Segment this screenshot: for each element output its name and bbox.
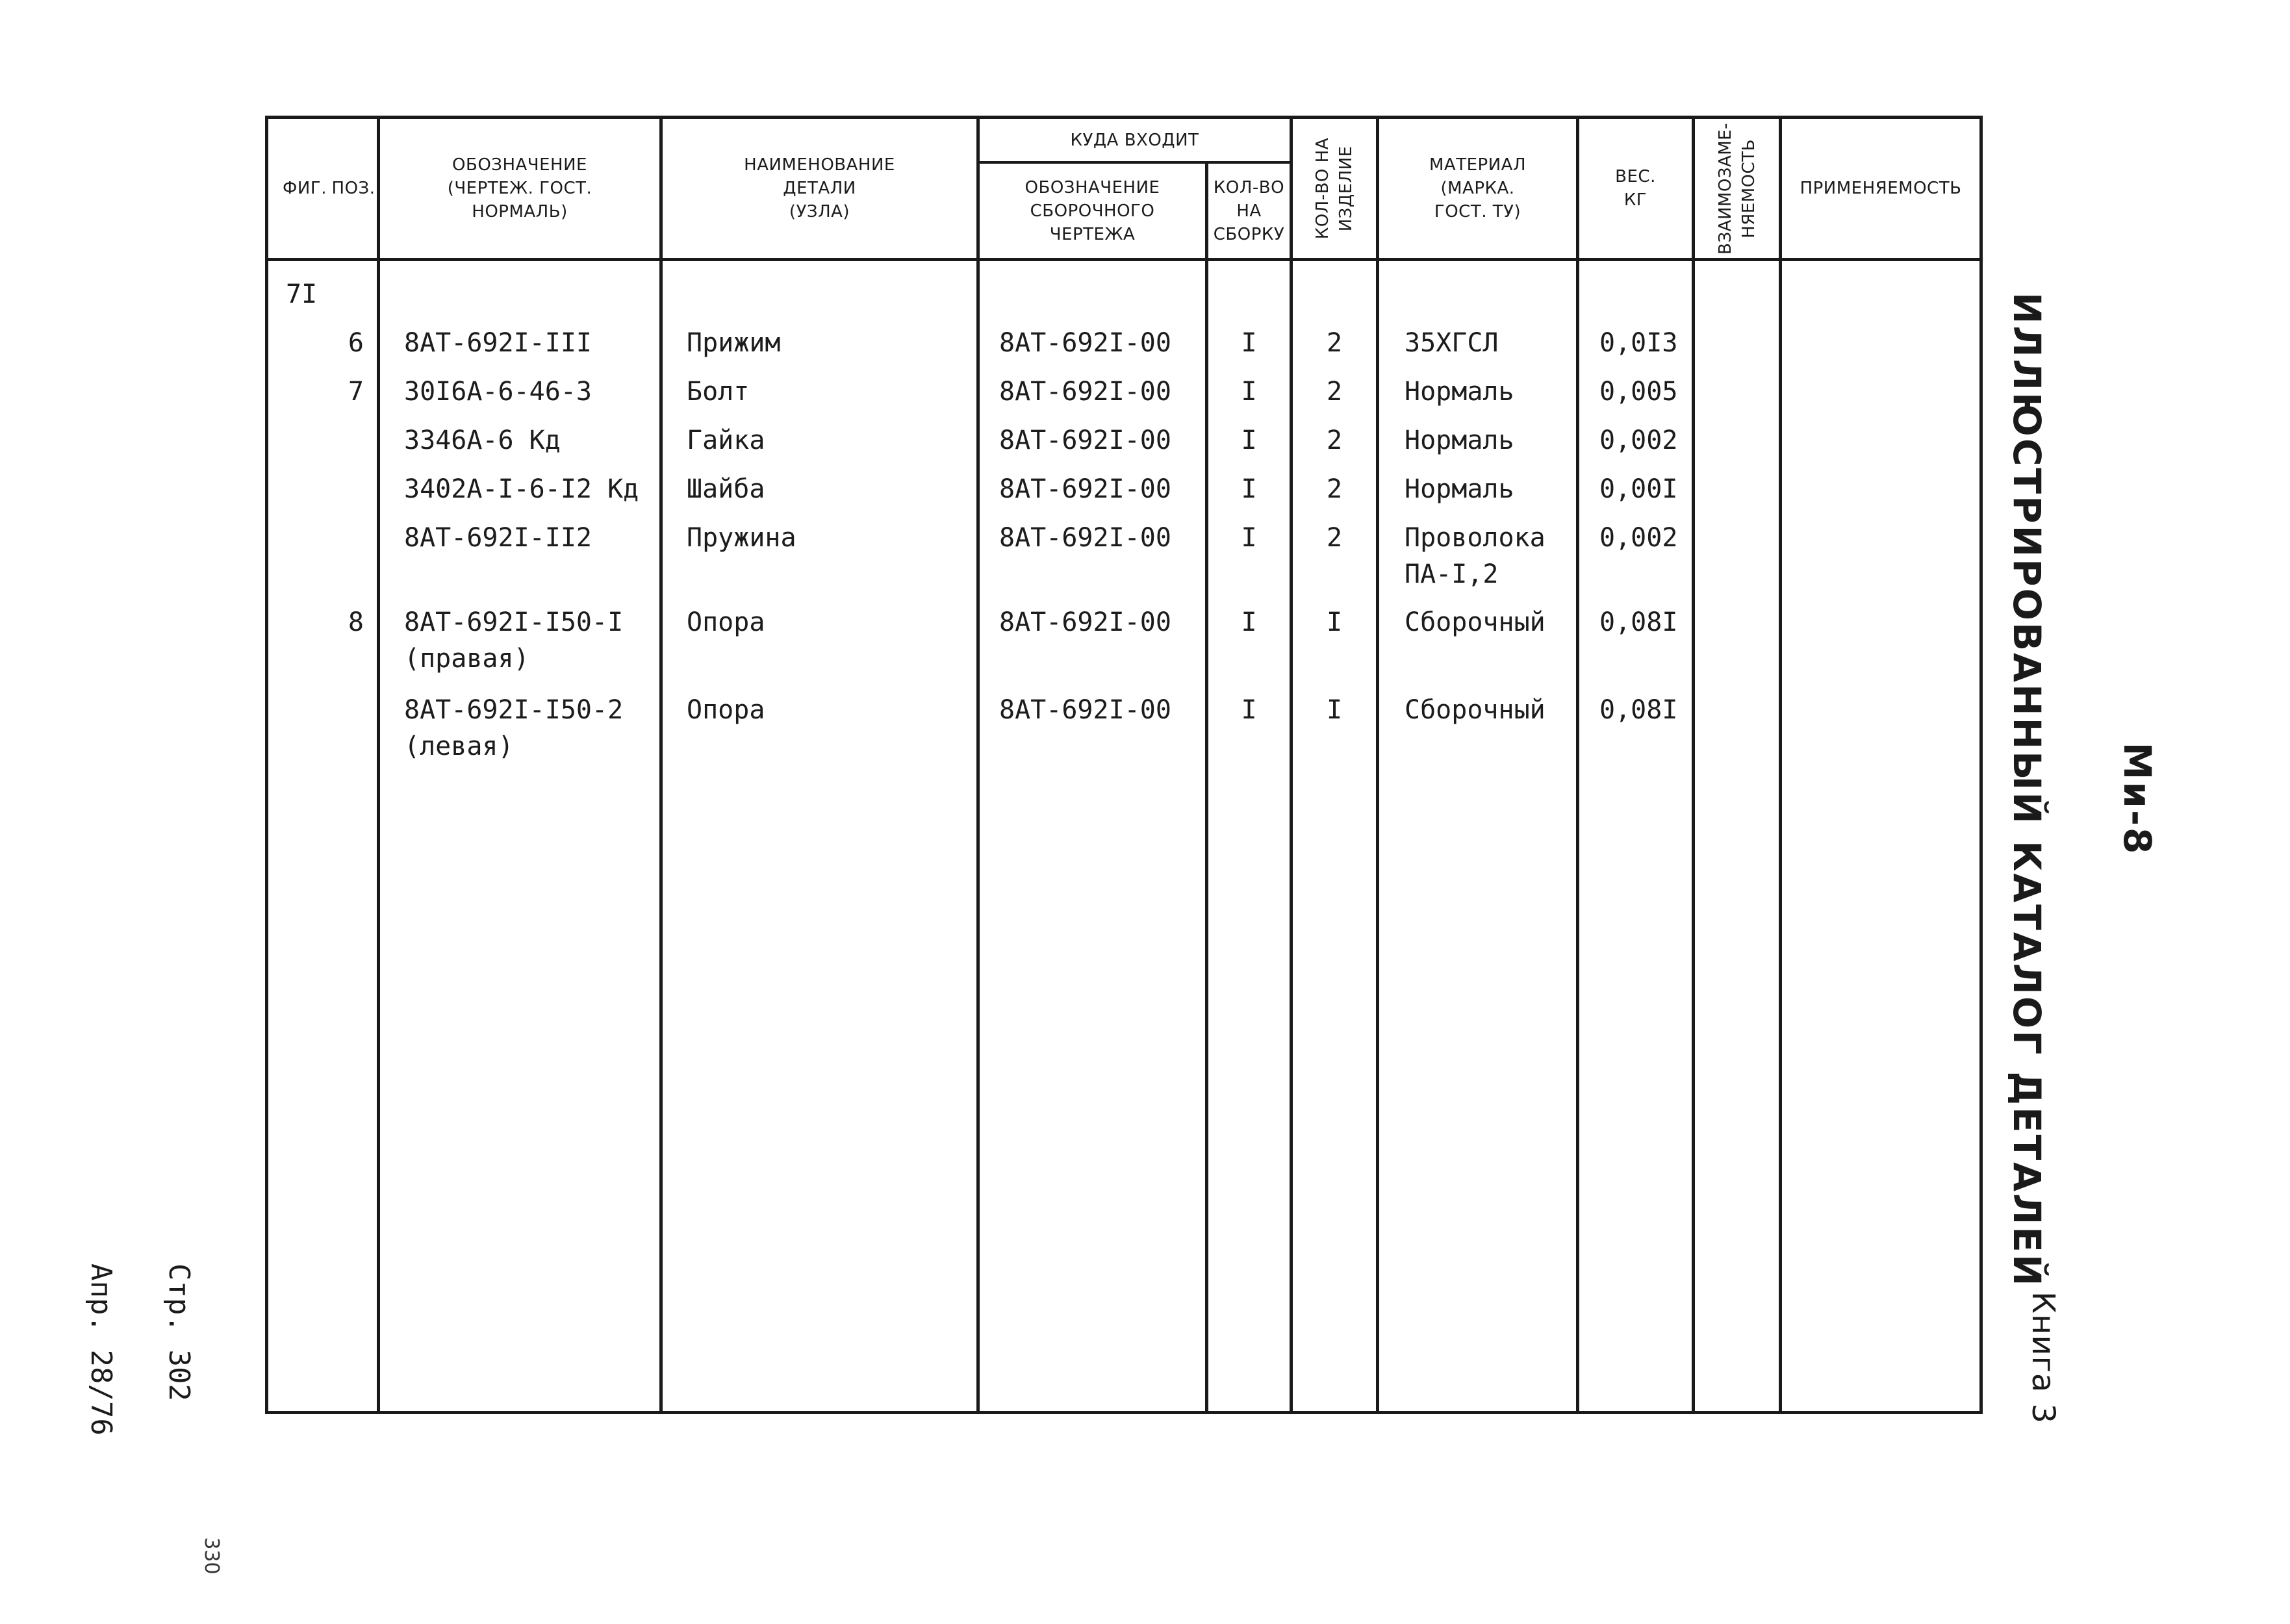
cell-name: Шайба (687, 474, 765, 504)
cell-designation: 8АТ-692I-II2 (404, 523, 592, 553)
cell-weight: 0,08I (1599, 607, 1678, 637)
cell-designation: 30I6А-6-46-3 (404, 377, 592, 407)
cell-qty-assembly: I (1241, 328, 1257, 358)
col-divider-weight (1692, 116, 1695, 1414)
cell-weight: 0,002 (1599, 523, 1678, 553)
cell-pos: 8 (348, 607, 364, 637)
cell-assembly: 8АТ-692I-00 (999, 607, 1171, 637)
cell-qty-product: 2 (1326, 328, 1343, 358)
cell-qty-product: 2 (1326, 425, 1343, 455)
cell-assembly: 8АТ-692I-00 (999, 328, 1171, 358)
catalog-title: ИЛЛЮСТРИРОВАННЫЙ КАТАЛОГ ДЕТАЛЕЙ (2005, 292, 2049, 1288)
page-number: Стр. 302 (162, 1263, 196, 1401)
cell-weight: 0,0I3 (1599, 328, 1678, 358)
header-name: НАИМЕНОВАНИЕ ДЕТАЛИ (УЗЛА) (744, 155, 895, 222)
cell-qty-assembly: I (1241, 377, 1257, 407)
cell-assembly: 8АТ-692I-00 (999, 377, 1171, 407)
header-material: МАТЕРИАЛ (МАРКА. ГОСТ. ТУ) (1429, 155, 1526, 222)
header-fig: ФИГ. (283, 179, 327, 198)
cell-name: Гайка (687, 425, 765, 455)
cell-qty-product: I (1326, 695, 1343, 725)
col-divider-qty-assembly (1290, 116, 1293, 1414)
cell-material: Проволока ПА-I,2 (1405, 523, 1546, 589)
cell-designation: 8АТ-692I-I50-I (правая) (404, 607, 624, 674)
header-weight: ВЕС. КГ (1615, 167, 1656, 210)
col-divider-material (1576, 116, 1579, 1414)
cell-qty-product: 2 (1326, 474, 1343, 504)
col-divider-qty-product (1376, 116, 1379, 1414)
sheet-number: 330 (200, 1537, 223, 1575)
header-interchangeability: ВЗАИМОЗАМЕ- НЯЕМОСТЬ (1715, 122, 1759, 255)
page-info (84, 1263, 237, 1465)
cell-material: Сборочный (1405, 607, 1546, 637)
cell-qty-product: I (1326, 607, 1343, 637)
cell-qty-assembly: I (1241, 695, 1257, 725)
cell-qty-assembly: I (1241, 474, 1257, 504)
table-bottom-border (265, 1411, 1983, 1414)
cell-weight: 0,08I (1599, 695, 1678, 725)
cell-pos: 6 (348, 328, 364, 358)
header-applicability: ПРИМЕНЯЕМОСТЬ (1800, 179, 1962, 198)
cell-assembly: 8АТ-692I-00 (999, 425, 1171, 455)
col-divider-interchange (1779, 116, 1782, 1414)
cell-material: Нормаль (1405, 474, 1514, 504)
header-qty-per-product: КОЛ-ВО НА ИЗДЕЛИЕ (1313, 137, 1356, 240)
cell-weight: 0,002 (1599, 425, 1678, 455)
header-bottom-border (265, 258, 1983, 261)
cell-designation: 3402А-I-6-I2 Кд (404, 474, 639, 504)
book-number: Книга 3 (2025, 1291, 2061, 1425)
col-divider-pos (377, 116, 380, 1414)
cell-qty-assembly: I (1241, 523, 1257, 553)
cell-name: Прижим (687, 328, 781, 358)
cell-material: Нормаль (1405, 425, 1514, 455)
cell-name: Опора (687, 695, 765, 725)
col-divider-name (976, 116, 980, 1414)
cell-designation: 8АТ-692I-III (404, 328, 592, 358)
header-goes-into: КУДА ВХОДИТ (1070, 130, 1199, 150)
cell-weight: 0,00I (1599, 474, 1678, 504)
cell-assembly: 8АТ-692I-00 (999, 523, 1171, 553)
figure-number: 7I (286, 279, 318, 309)
header-designation: ОБОЗНАЧЕНИЕ (ЧЕРТЕЖ. ГОСТ. НОРМАЛЬ) (447, 155, 592, 222)
cell-qty-assembly: I (1241, 607, 1257, 637)
cell-name: Болт (687, 377, 750, 407)
cell-assembly: 8АТ-692I-00 (999, 474, 1171, 504)
cell-name: Пружина (687, 523, 796, 553)
cell-qty-product: 2 (1326, 377, 1343, 407)
aircraft-model-label: Ми-8 (2115, 742, 2159, 856)
cell-qty-assembly: I (1241, 425, 1257, 455)
cell-name: Опора (687, 607, 765, 637)
table-right-border (1979, 116, 1983, 1414)
table-left-border (265, 116, 268, 1414)
header-assembly-designation: ОБОЗНАЧЕНИЕ СБОРОЧНОГО ЧЕРТЕЖА (1024, 177, 1160, 244)
cell-material: Нормаль (1405, 377, 1514, 407)
cell-material: 35ХГСЛ (1405, 328, 1499, 358)
header-pos: ПОЗ. (331, 179, 375, 198)
cell-qty-product: 2 (1326, 523, 1343, 553)
header-qty-per-assembly: КОЛ-ВО НА СБОРКУ (1213, 177, 1285, 244)
cell-designation: 3346А-6 Кд (404, 425, 561, 455)
cell-weight: 0,005 (1599, 377, 1678, 407)
cell-assembly: 8АТ-692I-00 (999, 695, 1171, 725)
cell-designation: 8АТ-692I-I50-2 (левая) (404, 695, 624, 761)
cell-pos: 7 (348, 377, 364, 407)
cell-material: Сборочный (1405, 695, 1546, 725)
col-divider-designation (659, 116, 663, 1414)
revision-date: Апр. 28/76 (84, 1263, 118, 1436)
